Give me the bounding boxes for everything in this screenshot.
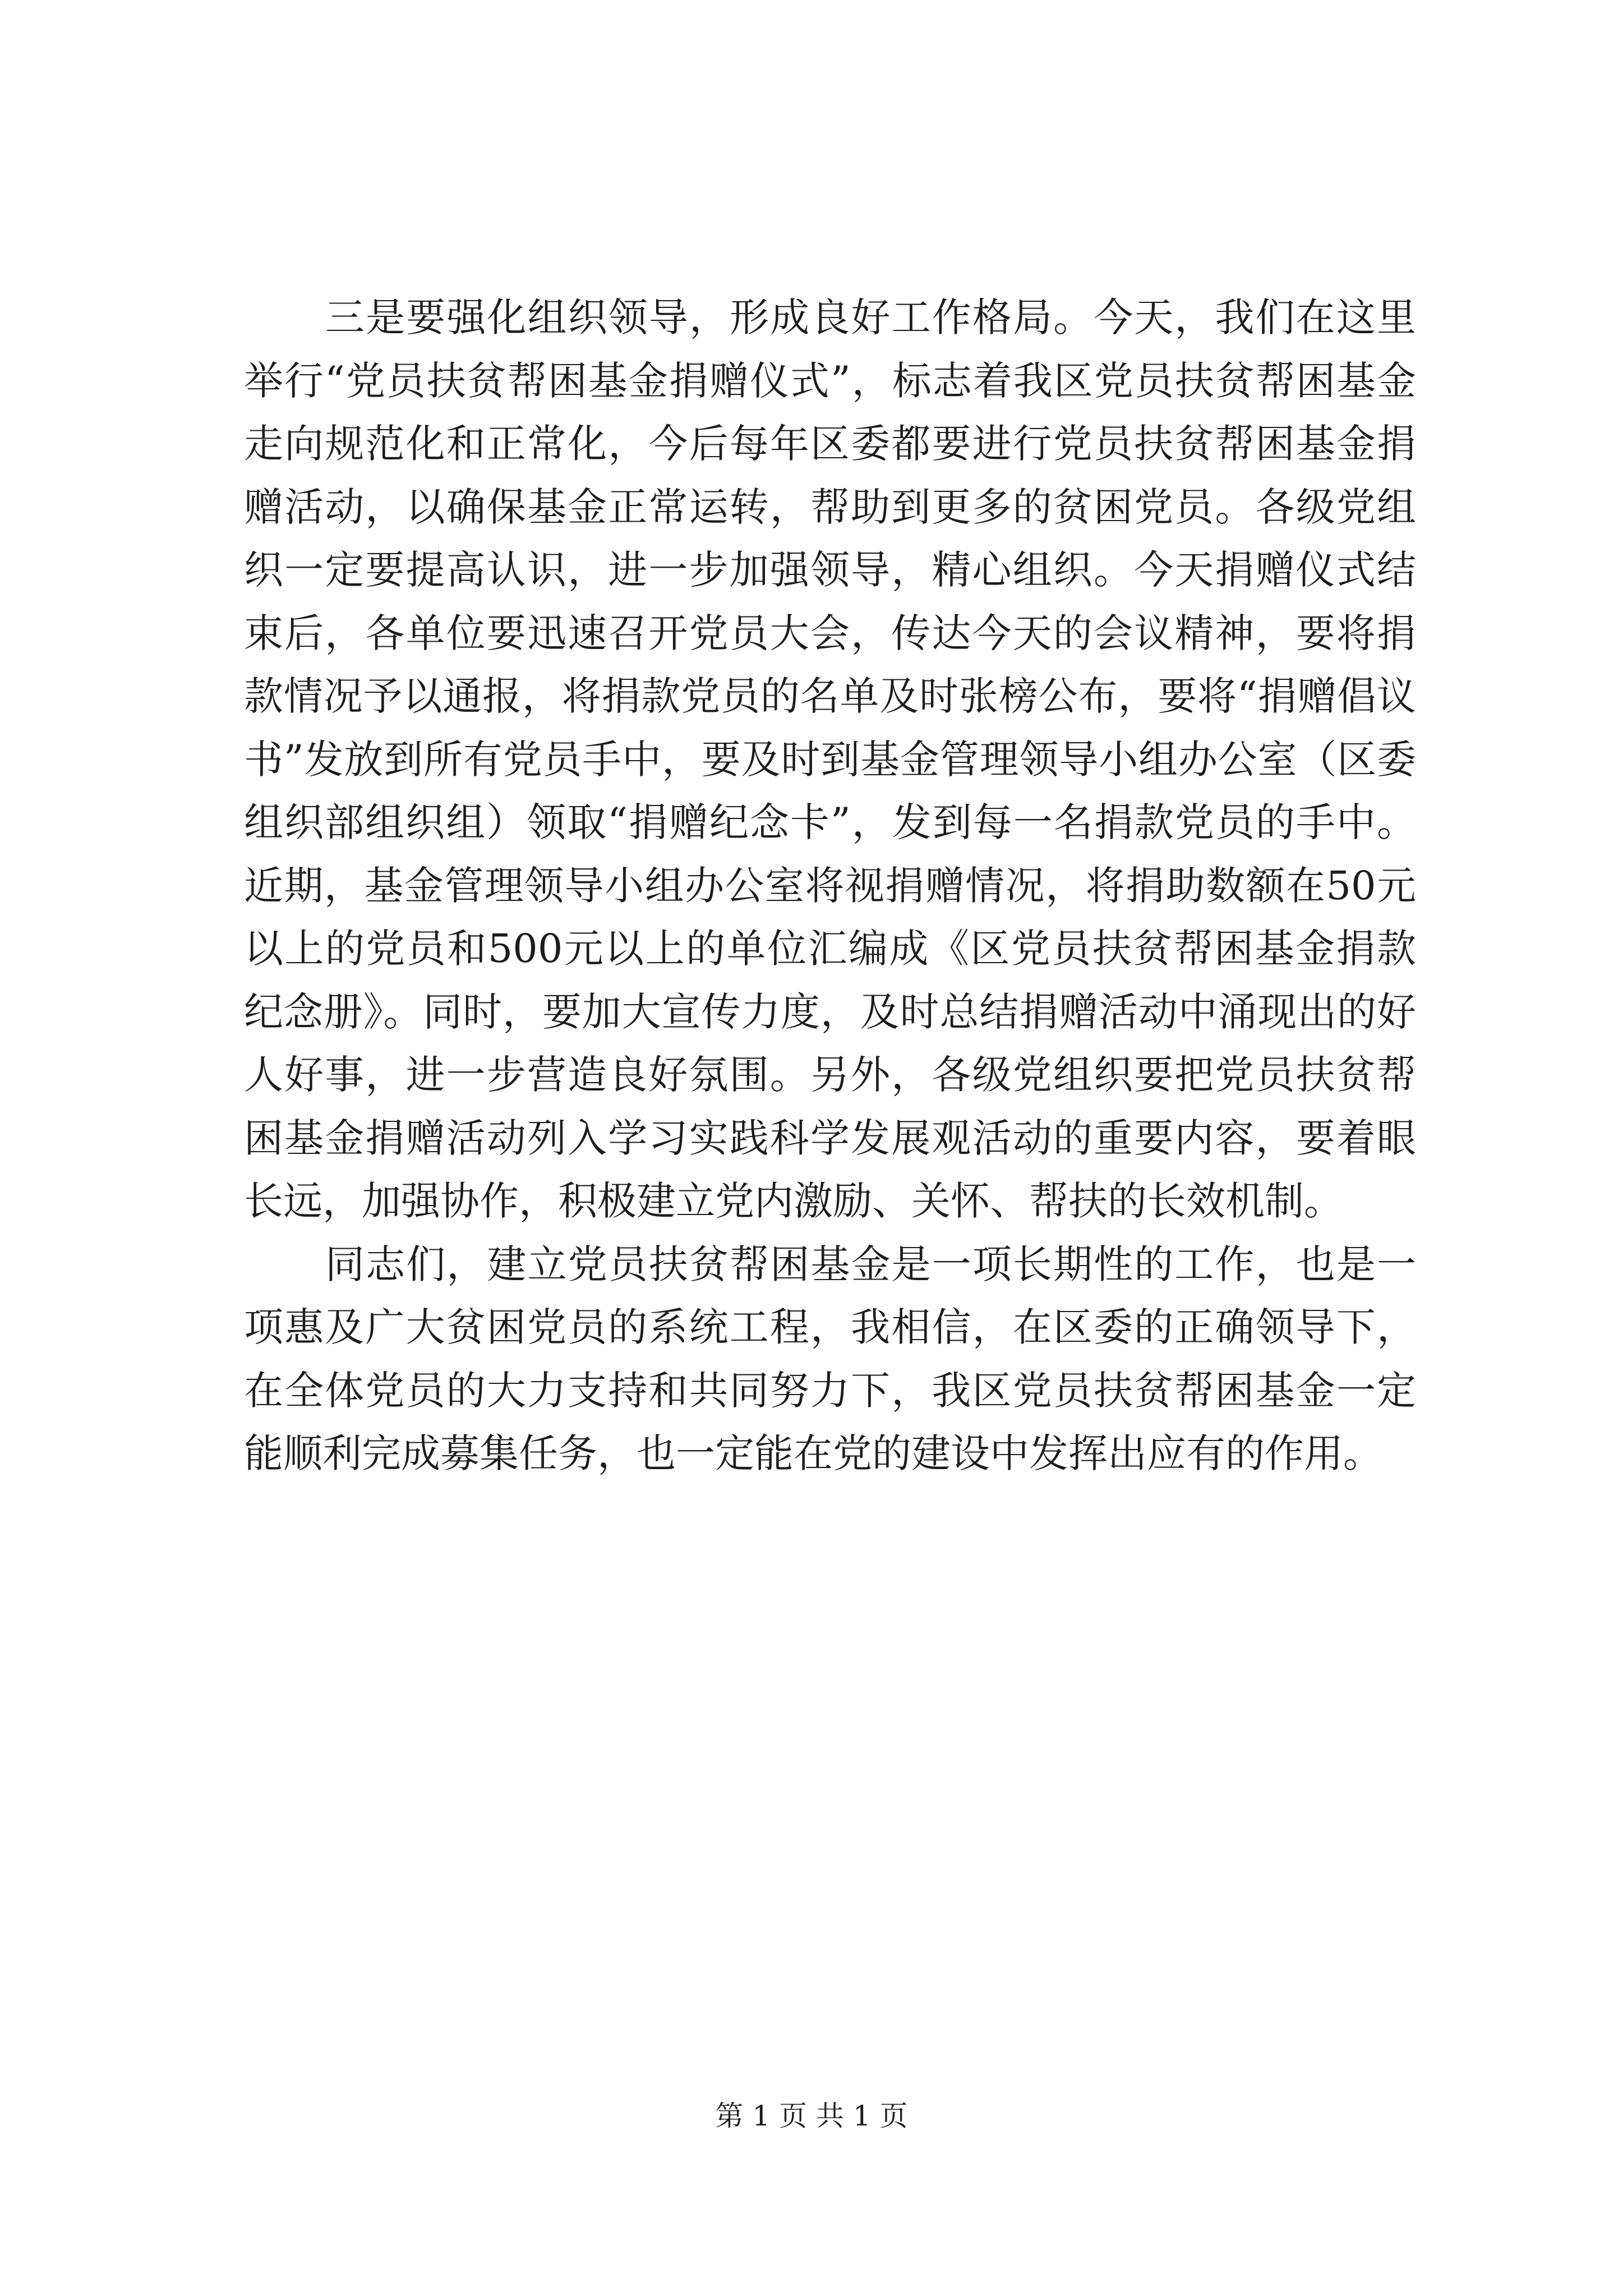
page-number-footer: 第 1 页 共 1 页	[715, 2100, 908, 2132]
paragraph-organization-leadership: 三是要强化组织领导，形成良好工作格局。今天，我们在这里举行“党员扶贫帮困基金捐赠仪式”，标志着我区党员扶贫帮困基金走向规范化和正常化，今后每年区委都要进行党员扶贫帮困基金捐赠活动，以确保基金正常运转，帮助到更多的贫困党员。各级党组织一定要提高认识，进一步加强领导，精心组织。今天捐赠仪式结束后，各单位要迅速召开党员大会，传达今天的会议精神，要将捐款情况予以通报，将捐款党员的名单及时张榜公布，要将“捐赠倡议书”发放到所有党员手中，要及时到基金管理领导小组办公室（区委组织部组织组）领取“捐赠纪念卡”，发到每一名捐款党员的手中。近期，基金管理领导小组办公室将视捐赠情况，将捐助数额在50元以上的党员和500元以上的单位汇编成《区党员扶贫帮困基金捐款纪念册》。同时，要加大宣传力度，及时总结捐赠活动中涌现出的好人好事，进一步营造良好氛围。另外，各级党组织要把党员扶贫帮困基金捐赠活动列入学习实践科学发展观活动的重要内容，要着眼长远，加强协作，积极建立党内激励、关怀、帮扶的长效机制。	[244, 295, 1416, 1224]
document-body	[244, 286, 1416, 1485]
paragraph-closing-remarks: 同志们，建立党员扶贫帮困基金是一项长期性的工作，也是一项惠及广大贫困党员的系统工程，我相信，在区委的正确领导下，在全体党员的大力支持和共同努力下，我区党员扶贫帮困基金一定能顺利完成募集任务，也一定能在党的建设中发挥出应有的作用。	[244, 1241, 1416, 1476]
